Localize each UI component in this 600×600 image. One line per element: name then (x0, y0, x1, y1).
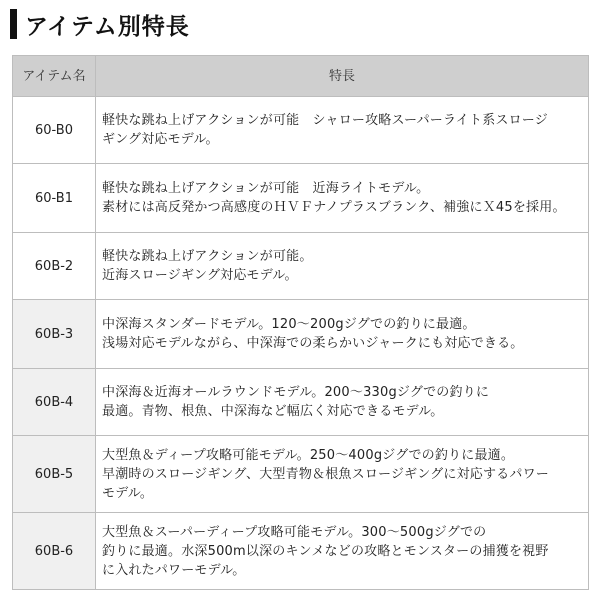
table-row (13, 369, 589, 436)
feature-line: 素材には高反発かつ高感度のＨＶＦナノプラスブランク、補強にＸ45を採用。 (102, 200, 566, 215)
feature-line: に入れたパワーモデル。 (102, 562, 246, 578)
item-feature-cell (96, 436, 589, 513)
feature-line: ギング対応モデル。 (102, 132, 219, 147)
item-feature-cell (96, 164, 589, 233)
feature-line: 釣りに最適。水深500m以深のキンメなどの攻略とモンスターの捕獲を視野 (102, 543, 549, 559)
feature-line: 中深海＆近海オールラウンドモデル。200～330gジグでの釣りに (102, 385, 490, 400)
feature-line: 軽快な跳ね上げアクションが可能 近海ライトモデル。 (102, 181, 430, 196)
item-name-cell: 60B-3 (13, 300, 96, 369)
item-name-cell: 60B-2 (13, 233, 96, 300)
title-accent-bar (10, 9, 17, 39)
feature-line: モデル。 (102, 485, 154, 501)
table-row (13, 164, 589, 233)
feature-line: 浅場対応モデルながら、中深海での柔らかいジャークにも対応できる。 (102, 336, 524, 351)
section-title (10, 8, 190, 40)
item-feature-cell (96, 369, 589, 436)
feature-line: 軽快な跳ね上げアクションが可能 シャロー攻略スーパーライト系スロージ (102, 113, 548, 128)
feature-line: 早潮時のスロージギング、大型青物＆根魚スロージギングに対応するパワー (102, 466, 549, 482)
item-feature-cell (96, 300, 589, 369)
feature-line: 軽快な跳ね上げアクションが可能。 (102, 249, 313, 264)
page-title: アイテム別特長 (25, 13, 190, 40)
feature-line: 近海スロージギング対応モデル。 (102, 268, 298, 283)
table-row (13, 300, 589, 369)
feature-line: 最適。青物、根魚、中深海など幅広く対応できるモデル。 (102, 404, 444, 419)
table-header-row (13, 56, 589, 97)
item-name-cell: 60-B0 (13, 97, 96, 164)
item-name-cell: 60-B1 (13, 164, 96, 233)
header-item-name: アイテム名 (13, 56, 96, 97)
table-row (13, 97, 589, 164)
table-row (13, 436, 589, 513)
item-feature-cell (96, 97, 589, 164)
feature-line: 大型魚＆スーパーディープ攻略可能モデル。300～500gジグでの (102, 524, 487, 540)
item-name-cell: 60B-6 (13, 513, 96, 590)
item-feature-cell (96, 513, 589, 590)
item-feature-table (12, 55, 589, 590)
item-feature-cell (96, 233, 589, 300)
item-name-cell: 60B-5 (13, 436, 96, 513)
table-row (13, 513, 589, 590)
item-name-cell: 60B-4 (13, 369, 96, 436)
feature-line: 中深海スタンダードモデル。120～200gジグでの釣りに最適。 (102, 317, 476, 332)
header-feature: 特長 (96, 56, 589, 97)
table-row (13, 233, 589, 300)
feature-line: 大型魚＆ディープ攻略可能モデル。250～400gジグでの釣りに最適。 (102, 447, 515, 463)
